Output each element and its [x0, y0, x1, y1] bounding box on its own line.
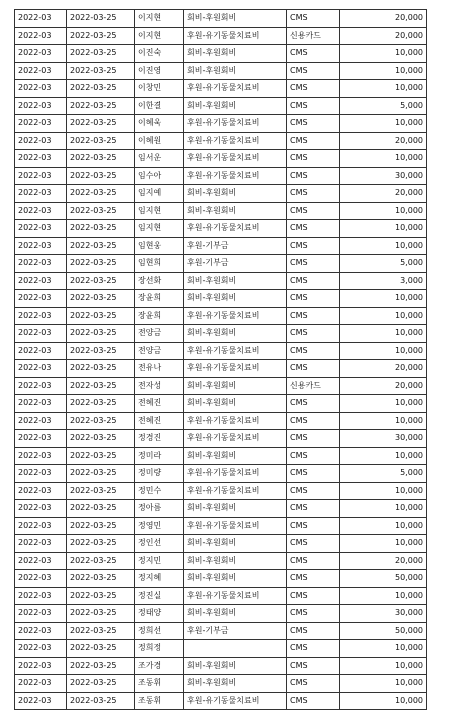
amount-cell: 10,000	[340, 307, 427, 325]
table-row	[15, 255, 427, 273]
date-cell: 2022-03-25	[67, 395, 135, 413]
month-cell: 2022-03	[15, 640, 67, 658]
amount-cell: 10,000	[340, 342, 427, 360]
table-row	[15, 132, 427, 150]
payment-method-cell: CMS	[287, 97, 340, 115]
payment-method-cell: CMS	[287, 150, 340, 168]
payment-method-cell: CMS	[287, 220, 340, 238]
month-cell: 2022-03	[15, 255, 67, 273]
amount-cell: 10,000	[340, 657, 427, 675]
month-cell: 2022-03	[15, 622, 67, 640]
month-cell: 2022-03	[15, 290, 67, 308]
category-cell: 후원-유기동물치료비	[184, 465, 287, 483]
date-cell: 2022-03-25	[67, 10, 135, 28]
date-cell: 2022-03-25	[67, 692, 135, 710]
amount-cell: 20,000	[340, 360, 427, 378]
date-cell: 2022-03-25	[67, 447, 135, 465]
table-row	[15, 220, 427, 238]
category-cell: 후원-유기동물치료비	[184, 587, 287, 605]
category-cell: 후원-유기동물치료비	[184, 342, 287, 360]
amount-cell: 10,000	[340, 500, 427, 518]
payment-method-cell: CMS	[287, 80, 340, 98]
month-cell: 2022-03	[15, 150, 67, 168]
table-row	[15, 622, 427, 640]
month-cell: 2022-03	[15, 185, 67, 203]
table-row	[15, 167, 427, 185]
amount-cell: 10,000	[340, 640, 427, 658]
amount-cell: 5,000	[340, 97, 427, 115]
name-cell: 전자성	[135, 377, 184, 395]
date-cell: 2022-03-25	[67, 342, 135, 360]
name-cell: 임지예	[135, 185, 184, 203]
date-cell: 2022-03-25	[67, 307, 135, 325]
name-cell: 정인선	[135, 535, 184, 553]
table-row	[15, 360, 427, 378]
month-cell: 2022-03	[15, 132, 67, 150]
category-cell: 회비-후원회비	[184, 290, 287, 308]
table-row	[15, 552, 427, 570]
name-cell: 이진영	[135, 62, 184, 80]
payment-method-cell: CMS	[287, 517, 340, 535]
name-cell: 전유나	[135, 360, 184, 378]
table-row	[15, 587, 427, 605]
table-row	[15, 482, 427, 500]
name-cell: 이지현	[135, 10, 184, 28]
name-cell: 정영민	[135, 517, 184, 535]
name-cell: 정지민	[135, 552, 184, 570]
category-cell: 회비-후원회비	[184, 202, 287, 220]
category-cell: 회비-후원회비	[184, 185, 287, 203]
month-cell: 2022-03	[15, 27, 67, 45]
name-cell: 조동휘	[135, 692, 184, 710]
payment-method-cell: CMS	[287, 552, 340, 570]
category-cell: 후원-유기동물치료비	[184, 220, 287, 238]
category-cell: 후원-유기동물치료비	[184, 167, 287, 185]
name-cell: 전양금	[135, 342, 184, 360]
donation-table-body	[15, 10, 427, 710]
category-cell: 후원-유기동물치료비	[184, 482, 287, 500]
payment-method-cell: CMS	[287, 570, 340, 588]
amount-cell: 10,000	[340, 675, 427, 693]
date-cell: 2022-03-25	[67, 657, 135, 675]
date-cell: 2022-03-25	[67, 640, 135, 658]
payment-method-cell: CMS	[287, 447, 340, 465]
payment-method-cell: CMS	[287, 62, 340, 80]
name-cell: 전양금	[135, 325, 184, 343]
name-cell: 정미라	[135, 447, 184, 465]
month-cell: 2022-03	[15, 535, 67, 553]
month-cell: 2022-03	[15, 657, 67, 675]
amount-cell: 30,000	[340, 430, 427, 448]
month-cell: 2022-03	[15, 45, 67, 63]
month-cell: 2022-03	[15, 517, 67, 535]
category-cell: 회비-후원회비	[184, 605, 287, 623]
category-cell: 회비-후원회비	[184, 272, 287, 290]
payment-method-cell: CMS	[287, 482, 340, 500]
table-row	[15, 307, 427, 325]
name-cell: 임지현	[135, 202, 184, 220]
amount-cell: 3,000	[340, 272, 427, 290]
payment-method-cell: CMS	[287, 395, 340, 413]
date-cell: 2022-03-25	[67, 517, 135, 535]
month-cell: 2022-03	[15, 570, 67, 588]
month-cell: 2022-03	[15, 62, 67, 80]
name-cell: 정미량	[135, 465, 184, 483]
amount-cell: 10,000	[340, 237, 427, 255]
category-cell: 후원-유기동물치료비	[184, 115, 287, 133]
date-cell: 2022-03-25	[67, 132, 135, 150]
date-cell: 2022-03-25	[67, 27, 135, 45]
payment-method-cell: 신용카드	[287, 27, 340, 45]
amount-cell: 10,000	[340, 80, 427, 98]
date-cell: 2022-03-25	[67, 622, 135, 640]
category-cell: 후원-유기동물치료비	[184, 80, 287, 98]
amount-cell: 10,000	[340, 447, 427, 465]
amount-cell: 20,000	[340, 10, 427, 28]
month-cell: 2022-03	[15, 325, 67, 343]
amount-cell: 10,000	[340, 202, 427, 220]
name-cell: 임수아	[135, 167, 184, 185]
date-cell: 2022-03-25	[67, 675, 135, 693]
category-cell: 후원-유기동물치료비	[184, 412, 287, 430]
date-cell: 2022-03-25	[67, 150, 135, 168]
date-cell: 2022-03-25	[67, 500, 135, 518]
category-cell: 후원-유기동물치료비	[184, 150, 287, 168]
payment-method-cell: CMS	[287, 657, 340, 675]
category-cell: 후원-기부금	[184, 622, 287, 640]
table-row	[15, 325, 427, 343]
amount-cell: 20,000	[340, 377, 427, 395]
month-cell: 2022-03	[15, 115, 67, 133]
category-cell: 회비-후원회비	[184, 62, 287, 80]
name-cell: 정민수	[135, 482, 184, 500]
amount-cell: 10,000	[340, 692, 427, 710]
category-cell: 회비-후원회비	[184, 447, 287, 465]
month-cell: 2022-03	[15, 10, 67, 28]
amount-cell: 20,000	[340, 132, 427, 150]
amount-cell: 10,000	[340, 220, 427, 238]
date-cell: 2022-03-25	[67, 272, 135, 290]
name-cell: 전혜진	[135, 412, 184, 430]
table-row	[15, 97, 427, 115]
month-cell: 2022-03	[15, 675, 67, 693]
name-cell: 장윤희	[135, 307, 184, 325]
date-cell: 2022-03-25	[67, 62, 135, 80]
category-cell: 후원-유기동물치료비	[184, 360, 287, 378]
category-cell: 회비-후원회비	[184, 675, 287, 693]
date-cell: 2022-03-25	[67, 237, 135, 255]
payment-method-cell: CMS	[287, 202, 340, 220]
payment-method-cell: CMS	[287, 115, 340, 133]
amount-cell: 10,000	[340, 517, 427, 535]
date-cell: 2022-03-25	[67, 167, 135, 185]
table-row	[15, 202, 427, 220]
date-cell: 2022-03-25	[67, 185, 135, 203]
month-cell: 2022-03	[15, 220, 67, 238]
date-cell: 2022-03-25	[67, 45, 135, 63]
amount-cell: 10,000	[340, 150, 427, 168]
table-row	[15, 430, 427, 448]
amount-cell: 10,000	[340, 535, 427, 553]
table-row	[15, 517, 427, 535]
month-cell: 2022-03	[15, 360, 67, 378]
date-cell: 2022-03-25	[67, 377, 135, 395]
name-cell: 이혜원	[135, 132, 184, 150]
date-cell: 2022-03-25	[67, 360, 135, 378]
month-cell: 2022-03	[15, 692, 67, 710]
category-cell: 회비-후원회비	[184, 10, 287, 28]
table-row	[15, 395, 427, 413]
payment-method-cell: CMS	[287, 675, 340, 693]
table-row	[15, 570, 427, 588]
amount-cell: 20,000	[340, 185, 427, 203]
date-cell: 2022-03-25	[67, 325, 135, 343]
name-cell: 정지혜	[135, 570, 184, 588]
name-cell: 정아름	[135, 500, 184, 518]
payment-method-cell: CMS	[287, 500, 340, 518]
amount-cell: 5,000	[340, 465, 427, 483]
category-cell: 후원-유기동물치료비	[184, 307, 287, 325]
amount-cell: 10,000	[340, 325, 427, 343]
amount-cell: 10,000	[340, 482, 427, 500]
table-row	[15, 377, 427, 395]
table-row	[15, 605, 427, 623]
payment-method-cell: CMS	[287, 10, 340, 28]
table-row	[15, 657, 427, 675]
category-cell: 회비-후원회비	[184, 657, 287, 675]
month-cell: 2022-03	[15, 80, 67, 98]
payment-method-cell: CMS	[287, 272, 340, 290]
amount-cell: 10,000	[340, 412, 427, 430]
table-row	[15, 465, 427, 483]
date-cell: 2022-03-25	[67, 202, 135, 220]
donation-table	[14, 9, 427, 710]
payment-method-cell: CMS	[287, 605, 340, 623]
name-cell: 조동휘	[135, 675, 184, 693]
table-row	[15, 10, 427, 28]
payment-method-cell: CMS	[287, 255, 340, 273]
table-row	[15, 412, 427, 430]
date-cell: 2022-03-25	[67, 465, 135, 483]
name-cell: 임지현	[135, 220, 184, 238]
name-cell: 이지현	[135, 27, 184, 45]
month-cell: 2022-03	[15, 395, 67, 413]
date-cell: 2022-03-25	[67, 220, 135, 238]
amount-cell: 20,000	[340, 27, 427, 45]
table-row	[15, 62, 427, 80]
date-cell: 2022-03-25	[67, 482, 135, 500]
name-cell: 전혜진	[135, 395, 184, 413]
name-cell: 정진실	[135, 587, 184, 605]
category-cell: 후원-유기동물치료비	[184, 692, 287, 710]
table-row	[15, 342, 427, 360]
date-cell: 2022-03-25	[67, 570, 135, 588]
category-cell: 회비-후원회비	[184, 325, 287, 343]
name-cell: 이창민	[135, 80, 184, 98]
month-cell: 2022-03	[15, 465, 67, 483]
month-cell: 2022-03	[15, 272, 67, 290]
table-row	[15, 185, 427, 203]
name-cell: 장윤희	[135, 290, 184, 308]
category-cell: 회비-후원회비	[184, 45, 287, 63]
payment-method-cell: CMS	[287, 535, 340, 553]
date-cell: 2022-03-25	[67, 605, 135, 623]
month-cell: 2022-03	[15, 605, 67, 623]
table-row	[15, 80, 427, 98]
amount-cell: 10,000	[340, 115, 427, 133]
name-cell: 이혜욱	[135, 115, 184, 133]
category-cell: 회비-후원회비	[184, 535, 287, 553]
table-row	[15, 290, 427, 308]
month-cell: 2022-03	[15, 377, 67, 395]
table-row	[15, 447, 427, 465]
date-cell: 2022-03-25	[67, 587, 135, 605]
category-cell: 회비-후원회비	[184, 500, 287, 518]
amount-cell: 50,000	[340, 622, 427, 640]
amount-cell: 10,000	[340, 290, 427, 308]
month-cell: 2022-03	[15, 447, 67, 465]
month-cell: 2022-03	[15, 430, 67, 448]
amount-cell: 10,000	[340, 62, 427, 80]
category-cell: 후원-유기동물치료비	[184, 27, 287, 45]
category-cell: 후원-유기동물치료비	[184, 430, 287, 448]
table-row	[15, 45, 427, 63]
month-cell: 2022-03	[15, 167, 67, 185]
category-cell: 후원-유기동물치료비	[184, 132, 287, 150]
amount-cell: 10,000	[340, 587, 427, 605]
name-cell: 정희선	[135, 622, 184, 640]
payment-method-cell: CMS	[287, 622, 340, 640]
table-row	[15, 640, 427, 658]
amount-cell: 30,000	[340, 167, 427, 185]
date-cell: 2022-03-25	[67, 290, 135, 308]
table-row	[15, 150, 427, 168]
payment-method-cell: CMS	[287, 237, 340, 255]
name-cell: 정태양	[135, 605, 184, 623]
table-row	[15, 500, 427, 518]
name-cell: 정희정	[135, 640, 184, 658]
category-cell: 후원-유기동물치료비	[184, 517, 287, 535]
payment-method-cell: CMS	[287, 412, 340, 430]
category-cell: 회비-후원회비	[184, 97, 287, 115]
payment-method-cell: CMS	[287, 167, 340, 185]
payment-method-cell: CMS	[287, 692, 340, 710]
payment-method-cell: CMS	[287, 307, 340, 325]
name-cell: 조가경	[135, 657, 184, 675]
date-cell: 2022-03-25	[67, 535, 135, 553]
amount-cell: 10,000	[340, 45, 427, 63]
name-cell: 임서운	[135, 150, 184, 168]
table-row	[15, 675, 427, 693]
amount-cell: 10,000	[340, 395, 427, 413]
month-cell: 2022-03	[15, 482, 67, 500]
amount-cell: 20,000	[340, 552, 427, 570]
date-cell: 2022-03-25	[67, 97, 135, 115]
name-cell: 임현희	[135, 255, 184, 273]
category-cell: 회비-후원회비	[184, 552, 287, 570]
payment-method-cell: CMS	[287, 185, 340, 203]
payment-method-cell: CMS	[287, 640, 340, 658]
category-cell: 후원-기부금	[184, 237, 287, 255]
month-cell: 2022-03	[15, 97, 67, 115]
payment-method-cell: CMS	[287, 45, 340, 63]
category-cell: 회비-후원회비	[184, 395, 287, 413]
table-row	[15, 535, 427, 553]
name-cell: 정경진	[135, 430, 184, 448]
amount-cell: 5,000	[340, 255, 427, 273]
payment-method-cell: CMS	[287, 132, 340, 150]
payment-method-cell: CMS	[287, 465, 340, 483]
month-cell: 2022-03	[15, 237, 67, 255]
month-cell: 2022-03	[15, 587, 67, 605]
category-cell: 회비-후원회비	[184, 570, 287, 588]
payment-method-cell: CMS	[287, 290, 340, 308]
category-cell	[184, 640, 287, 658]
name-cell: 임현웅	[135, 237, 184, 255]
month-cell: 2022-03	[15, 552, 67, 570]
date-cell: 2022-03-25	[67, 412, 135, 430]
name-cell: 이진숙	[135, 45, 184, 63]
payment-method-cell: 신용카드	[287, 377, 340, 395]
category-cell: 회비-후원회비	[184, 377, 287, 395]
date-cell: 2022-03-25	[67, 80, 135, 98]
table-row	[15, 115, 427, 133]
payment-method-cell: CMS	[287, 325, 340, 343]
date-cell: 2022-03-25	[67, 430, 135, 448]
payment-method-cell: CMS	[287, 342, 340, 360]
payment-method-cell: CMS	[287, 430, 340, 448]
month-cell: 2022-03	[15, 307, 67, 325]
name-cell: 장선화	[135, 272, 184, 290]
amount-cell: 30,000	[340, 605, 427, 623]
date-cell: 2022-03-25	[67, 255, 135, 273]
payment-method-cell: CMS	[287, 360, 340, 378]
month-cell: 2022-03	[15, 412, 67, 430]
month-cell: 2022-03	[15, 342, 67, 360]
payment-method-cell: CMS	[287, 587, 340, 605]
month-cell: 2022-03	[15, 500, 67, 518]
table-row	[15, 272, 427, 290]
name-cell: 이한결	[135, 97, 184, 115]
category-cell: 후원-기부금	[184, 255, 287, 273]
table-row	[15, 692, 427, 710]
date-cell: 2022-03-25	[67, 115, 135, 133]
table-row	[15, 27, 427, 45]
date-cell: 2022-03-25	[67, 552, 135, 570]
month-cell: 2022-03	[15, 202, 67, 220]
amount-cell: 50,000	[340, 570, 427, 588]
table-row	[15, 237, 427, 255]
